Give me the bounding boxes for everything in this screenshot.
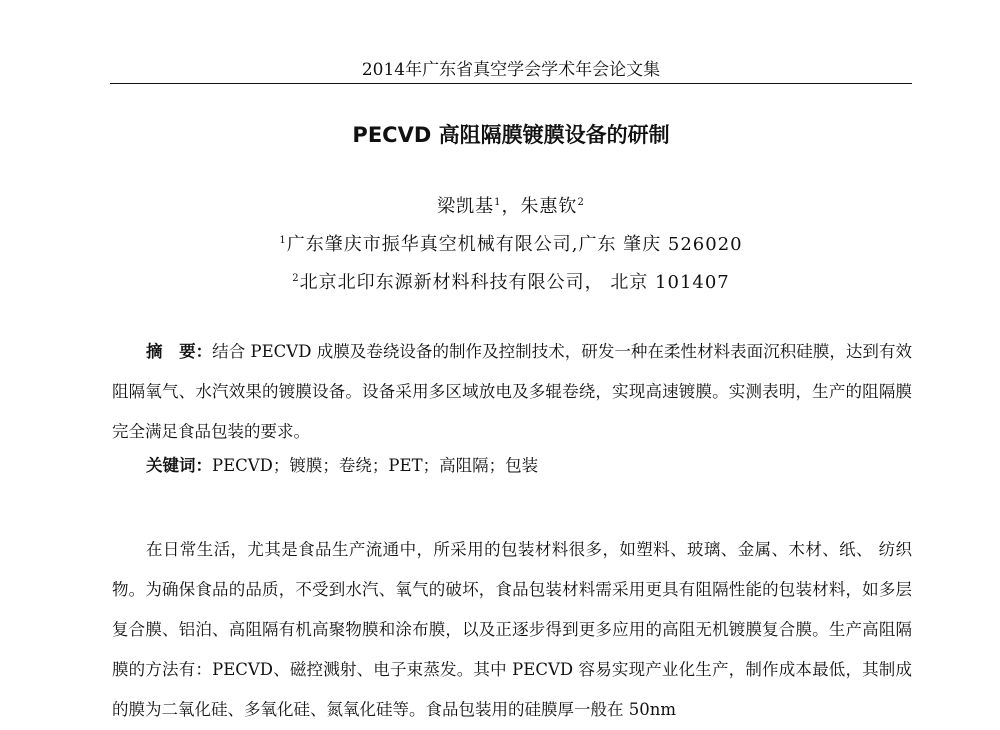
- keywords-label: 关键词：: [146, 456, 212, 475]
- author-1-name: 梁凯基: [437, 196, 495, 217]
- author-2-affiliation-mark: 2: [577, 197, 585, 208]
- affiliation-1: [110, 231, 912, 259]
- author-separator: ，: [501, 196, 521, 217]
- running-header: 2014年广东省真空学会学术年会论文集: [361, 60, 661, 80]
- keywords-text: PECVD；镀膜；卷绕；PET；高阻隔；包装: [212, 456, 539, 475]
- author-1-affiliation-mark: 1: [494, 197, 502, 208]
- affiliation-2-text: 北京北印东源新材料科技有限公司， 北京 101407: [299, 272, 730, 293]
- keywords: [112, 449, 912, 483]
- affiliation-2-mark: 2: [292, 273, 300, 284]
- affiliation-2: [110, 269, 912, 297]
- abstract: [112, 332, 912, 452]
- authors-line: [110, 193, 912, 221]
- affiliation-1-mark: 1: [279, 235, 287, 246]
- affiliation-1-text: 广东肇庆市振华真空机械有限公司,广东 肇庆 526020: [286, 234, 743, 255]
- header-rule: [110, 83, 912, 84]
- body-paragraph: 在日常生活，尤其是食品生产流通中，所采用的包装材料很多，如塑料、玻璃、金属、木材、纸、 纺织物。为确保食品的品质，不受到水汽、氧气的破坏，食品包装材料需采用更具有阻隔性能的包装材料，如多层复合膜、铝泊、高阻隔有机高聚物膜和涂布膜，以及正逐步得到更多应用的高阻无机镀膜复合膜。生产高阻隔膜的方法有：PECVD、磁控溅射、电子束蒸发。其中 PECVD 容易实现产业化生产，制作成本最低，其制成的膜为二氧化硅、多氧化硅、氮氧化硅等。食品包装用的硅膜厚一般在 50nm: [112, 540, 912, 719]
- abstract-text: 结合 PECVD 成膜及卷绕设备的制作及控制技术，研发一种在柔性材料表面沉积硅膜，达到有效阻隔氧气、水汽效果的镀膜设备。设备采用多区域放电及多辊卷绕，实现高速镀膜。实测表明，生产的阻隔膜完全满足食品包装的要求。: [112, 342, 913, 441]
- abstract-label: 摘 要：: [146, 342, 213, 361]
- paper-title: PECVD 高阻隔膜镀膜设备的研制: [352, 123, 670, 147]
- author-2-name: 朱惠钦: [520, 196, 578, 217]
